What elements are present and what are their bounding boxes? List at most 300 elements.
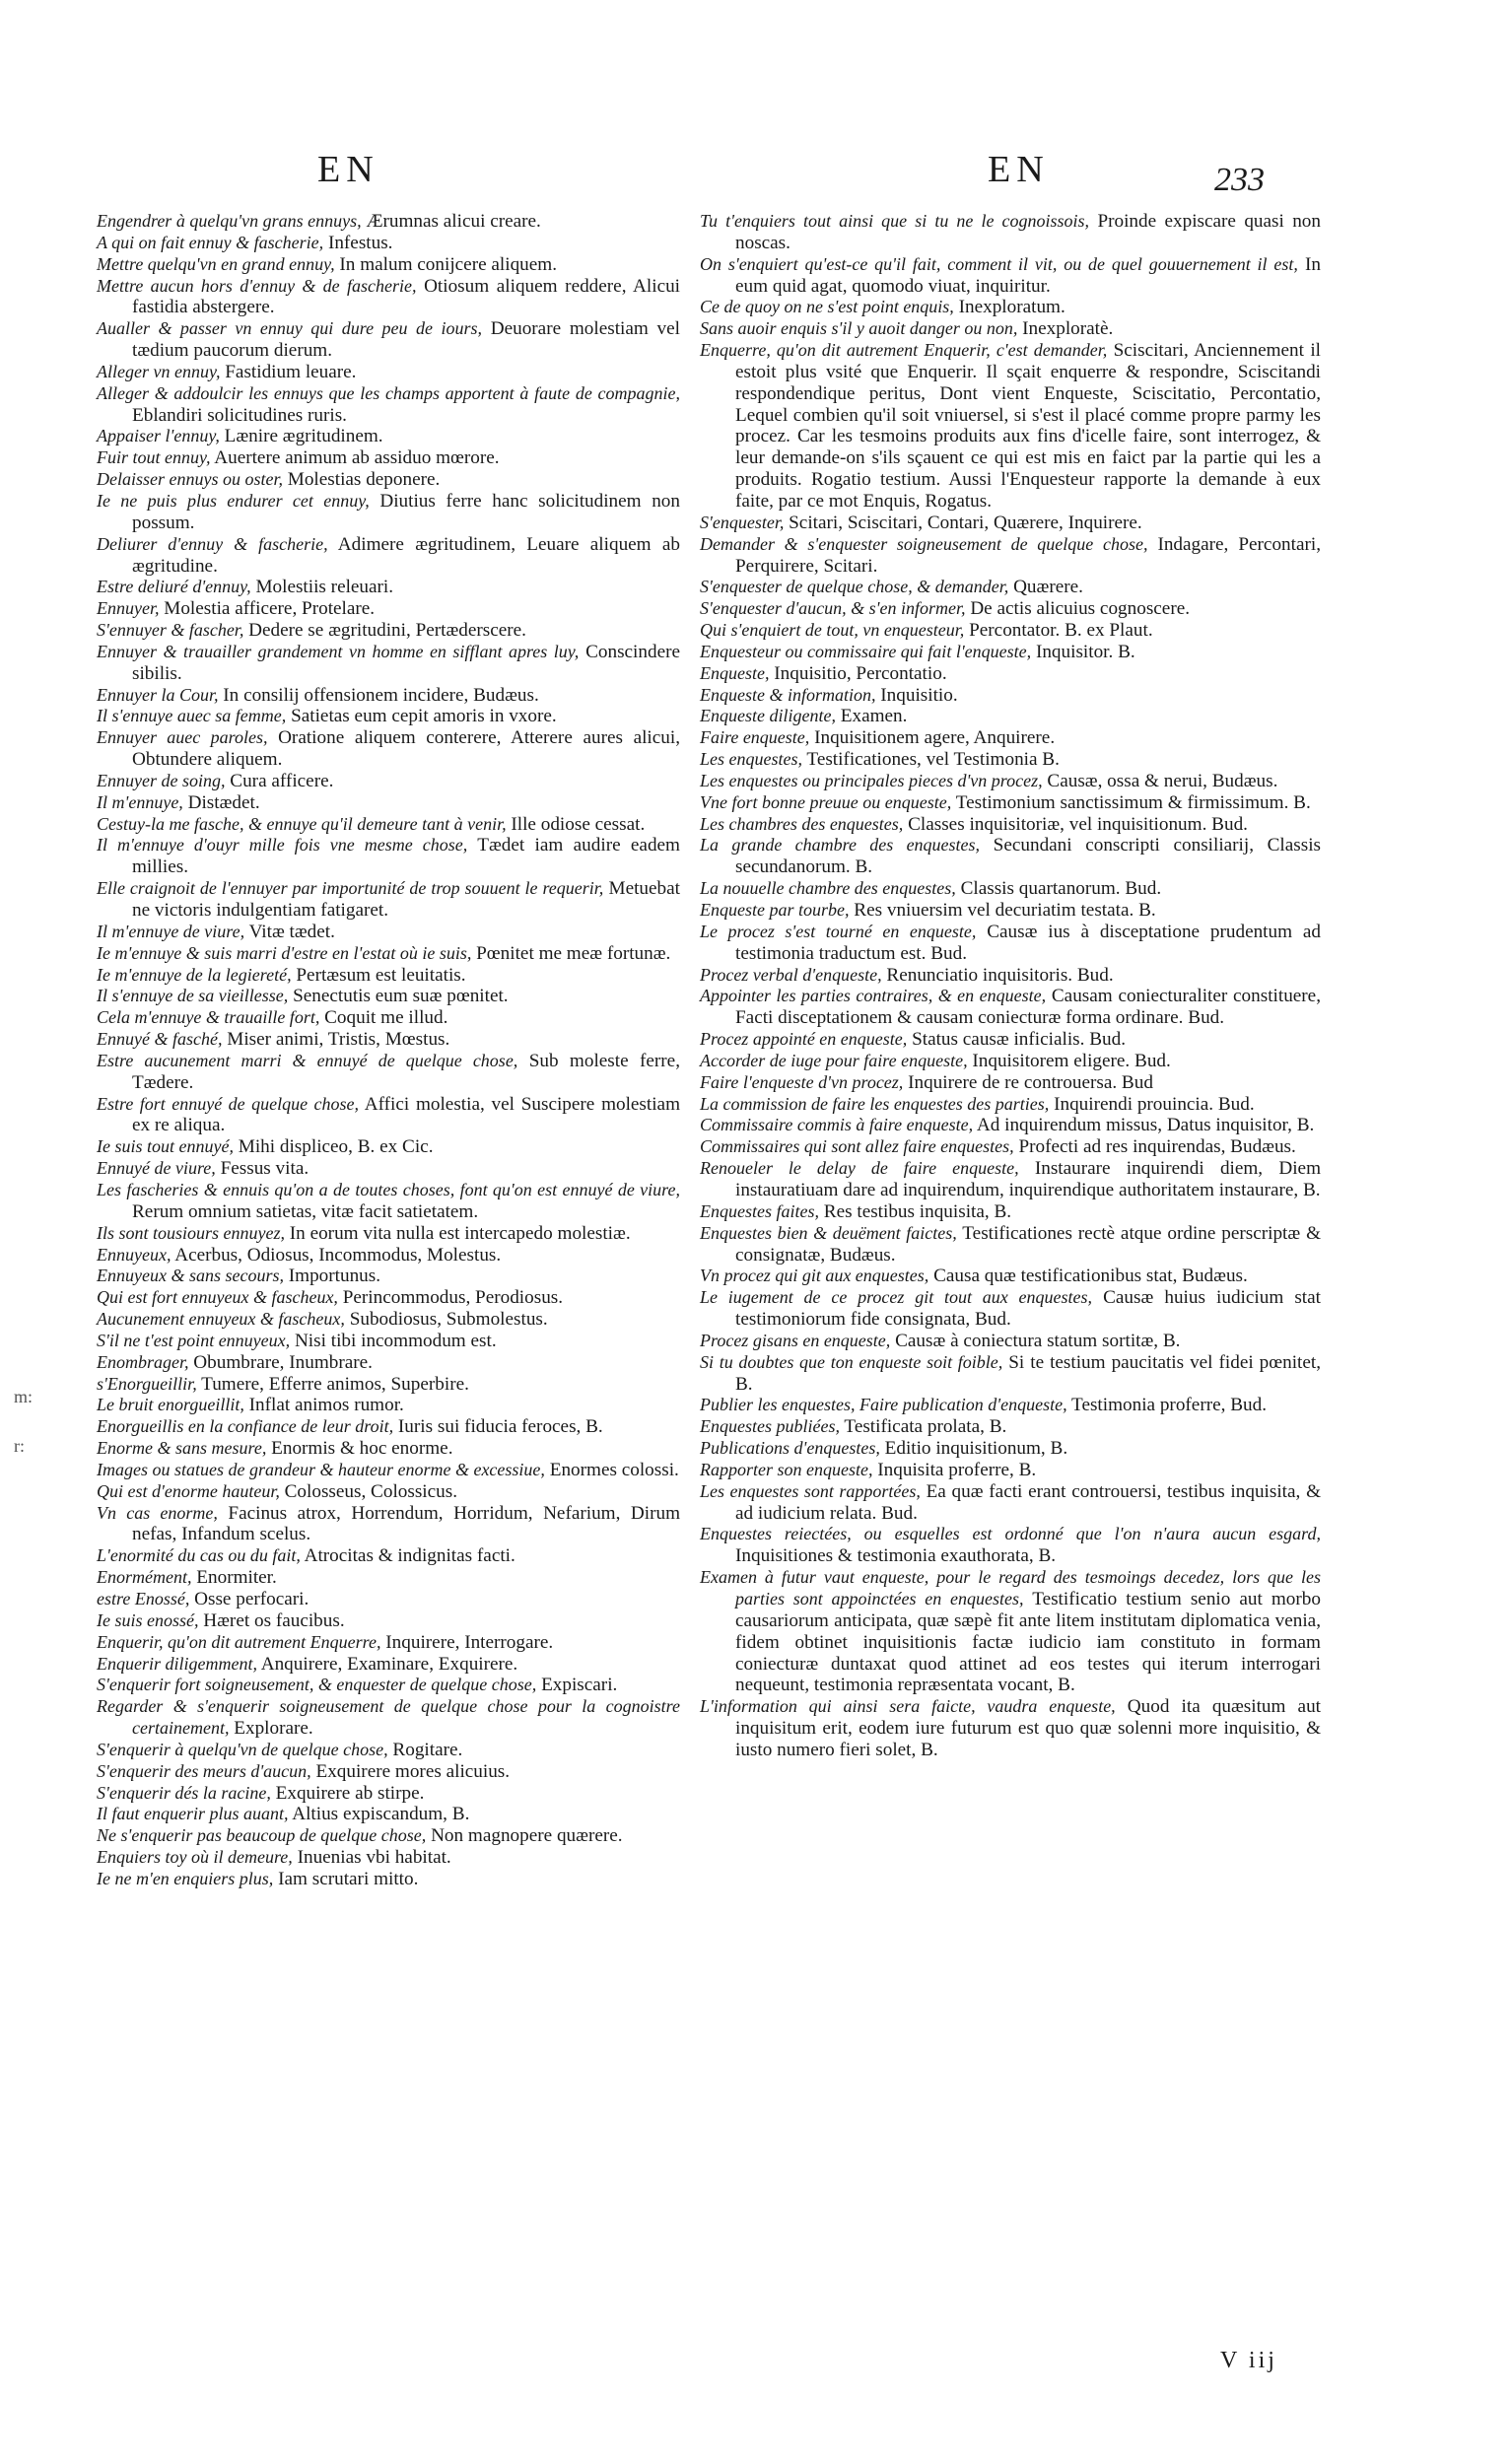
latin-gloss: Profecti ad res inquirendas, Budæus. — [1013, 1136, 1296, 1158]
french-phrase: S'enquester, — [700, 512, 785, 532]
french-phrase: Enquestes publiées, — [700, 1416, 840, 1437]
latin-gloss: Oratione aliquem conterere, Atterere aures alicui, Obtundere aliquem. — [132, 727, 680, 771]
latin-gloss: Anquirere, Examinare, Exquirere. — [256, 1653, 518, 1675]
latin-gloss: Instaurare inquirendi diem, Diem instauratiuam dare ad inquirendum, inquirendique authoritatem instaurare, B. — [735, 1158, 1321, 1200]
dictionary-entry — [700, 1136, 1321, 1158]
french-phrase: Alleger & addoulcir les ennuys que les champs apportent à faute de compagnie, — [97, 382, 680, 403]
dictionary-entry — [97, 383, 680, 427]
dictionary-entry — [97, 1696, 680, 1740]
french-phrase: On s'enquiert qu'est-ce qu'il fait, comment il vit, ou de quel gouuernement il est, — [700, 253, 1298, 274]
latin-gloss: Secundani conscripti consiliarij, Classis secundanorum. B. — [735, 835, 1322, 878]
latin-gloss: Colosseus, Colossicus. — [279, 1480, 458, 1502]
french-phrase: Le procez s'est tourné en enqueste, — [700, 921, 977, 941]
dictionary-entry — [700, 1395, 1321, 1416]
dictionary-entry — [97, 1136, 680, 1158]
dictionary-entry — [700, 685, 1321, 707]
dictionary-entry — [700, 1352, 1321, 1396]
latin-gloss: Causæ ius à disceptatione prudentum ad testimonia traductum est. Bud. — [735, 921, 1321, 964]
dictionary-entry — [97, 1545, 680, 1567]
latin-gloss: Res testibus inquisita, B. — [818, 1200, 1012, 1222]
latin-gloss: Scitari, Sciscitari, Contari, Quærere, Inquirere. — [784, 512, 1142, 533]
french-phrase: L'information qui ainsi sera faicte, vaudra enqueste, — [700, 1696, 1116, 1717]
french-phrase: Sans auoir enquis s'il y auoit danger ou non, — [700, 318, 1018, 339]
dictionary-entry — [97, 1761, 680, 1783]
latin-gloss: Status causæ inficialis. Bud. — [907, 1029, 1126, 1051]
dictionary-entry — [700, 922, 1321, 965]
latin-gloss: Inquirendi prouincia. Bud. — [1049, 1093, 1255, 1115]
french-phrase: Enqueste & information, — [700, 684, 876, 705]
dictionary-entry — [700, 1287, 1321, 1331]
latin-gloss: In consilij offensionem incidere, Budæus. — [218, 684, 539, 706]
french-phrase: Ennuyer & trauailler grandement vn homme en sifflant apres luy, — [97, 641, 580, 661]
latin-gloss: Perincommodus, Perodiosus. — [337, 1287, 564, 1309]
latin-gloss: Examen. — [835, 706, 908, 727]
french-phrase: Vne fort bonne preuue ou enqueste, — [700, 791, 952, 812]
latin-gloss: Deuorare molestiam vel tædium paucorum dierum. — [132, 318, 681, 362]
french-phrase: Il faut enquerir plus auant, — [97, 1804, 289, 1824]
latin-gloss: Distædet. — [182, 791, 260, 813]
margin-mark: m: — [14, 1387, 34, 1406]
french-phrase: Enquesteur ou commissaire qui fait l'enqueste, — [700, 641, 1032, 661]
dictionary-entry — [700, 513, 1321, 534]
latin-gloss: Molestiis releuari. — [250, 577, 394, 598]
latin-gloss: Mihi displiceo, B. ex Cic. — [233, 1136, 434, 1158]
french-phrase: S'enquerir à quelqu'vn de quelque chose, — [97, 1739, 388, 1759]
dictionary-entry — [97, 1331, 680, 1352]
french-phrase: A qui on fait ennuy & fascherie, — [97, 232, 324, 252]
french-phrase: Publications d'enquestes, — [700, 1438, 880, 1459]
latin-gloss: Dedere se ægritudini, Pertæderscere. — [243, 620, 526, 642]
latin-gloss: Enormiter. — [191, 1567, 277, 1589]
latin-gloss: Acerbus, Odiosus, Incommodus, Molestus. — [171, 1244, 502, 1266]
french-phrase: Enquerir diligemment, — [97, 1653, 257, 1674]
page-number: 233 — [1214, 162, 1265, 198]
dictionary-entry — [97, 1675, 680, 1696]
dictionary-entry — [97, 1567, 680, 1589]
french-phrase: Ne s'enquerir pas beaucoup de quelque chose, — [97, 1825, 427, 1846]
dictionary-entry — [97, 1266, 680, 1287]
french-phrase: Qui s'enquiert de tout, vn enquesteur, — [700, 620, 965, 641]
dictionary-entry — [700, 749, 1321, 771]
dictionary-entry — [700, 1158, 1321, 1201]
dictionary-entry — [97, 642, 680, 685]
dictionary-entry — [97, 986, 680, 1007]
french-phrase: Les enquestes, — [700, 749, 802, 770]
latin-gloss: Rogitare. — [387, 1739, 463, 1760]
latin-gloss: Atrocitas & indignitas facti. — [300, 1545, 515, 1567]
right-column — [700, 211, 1321, 1761]
latin-gloss: Exquirere mores alicuius. — [310, 1760, 511, 1782]
dictionary-entry — [700, 598, 1321, 620]
latin-gloss: Non magnopere quærere. — [426, 1825, 623, 1847]
french-phrase: Enqueste diligente, — [700, 706, 836, 726]
latin-gloss: Proinde expiscare quasi non noscas. — [735, 211, 1321, 253]
french-phrase: Engendrer à quelqu'vn grans ennuys, — [97, 211, 362, 231]
french-phrase: s'Enorgueillir, — [97, 1373, 197, 1394]
french-phrase: Estre deliuré d'ennuy, — [97, 577, 251, 597]
dictionary-entry — [97, 1804, 680, 1825]
french-phrase: Ennuyer la Cour, — [97, 684, 219, 705]
french-phrase: Tu t'enquiers tout ainsi que si tu ne le cognoissois, — [700, 211, 1090, 231]
latin-gloss: Causa quæ testificationibus stat, Budæus. — [928, 1266, 1248, 1287]
dictionary-entry — [97, 1632, 680, 1654]
latin-gloss: Fastidium leuare. — [220, 361, 357, 382]
latin-gloss: Causam coniecturaliter constituere, Facti disceptationem & causam coniecturæ forma ordinare. Bud. — [735, 986, 1322, 1029]
french-phrase: Delaisser ennuys ou oster, — [97, 469, 283, 490]
latin-gloss: Inquirere de re controuersa. Bud — [903, 1071, 1153, 1093]
dictionary-entry — [700, 1416, 1321, 1438]
french-phrase: Les chambres des enquestes, — [700, 813, 904, 834]
dictionary-entry — [700, 1201, 1321, 1223]
latin-gloss: In malum conijcere aliquem. — [334, 253, 557, 275]
french-phrase: Les enquestes ou principales pieces d'vn procez, — [700, 770, 1043, 790]
french-phrase: Aualler & passer vn ennuy qui dure peu de iours, — [97, 318, 482, 339]
french-phrase: Cestuy-la me fasche, & ennuye qu'il demeure tant à venir, — [97, 813, 507, 834]
margin-mark: r: — [14, 1436, 25, 1456]
dictionary-entry — [700, 1051, 1321, 1072]
signature-mark: V iij — [1220, 2348, 1277, 2373]
french-phrase: Ennuyer, — [97, 598, 160, 619]
latin-gloss: Inquisitionem agere, Anquirere. — [809, 727, 1056, 749]
latin-gloss: Obumbrare, Inumbrare. — [188, 1351, 373, 1373]
dictionary-entry — [97, 318, 680, 362]
french-phrase: Vn cas enorme, — [97, 1502, 218, 1523]
latin-gloss: Testificatio testium senio aut morbo causariorum anticipata, quæ sæpè fit ante litem institutam diplomatica venia, fidem obtinet inquisitionis factæ iudicio iam constituto in formam coniecturæ duntaxat quod attinet ad eos testes qui iterum interrogari nequeunt, testimonia repræsentata vocant, B. — [735, 1589, 1321, 1696]
dictionary-entry — [700, 986, 1321, 1029]
latin-gloss: Testimonium sanctissimum & firmissimum. B. — [951, 791, 1311, 813]
dictionary-entry — [97, 706, 680, 727]
latin-gloss: Affici molestia, vel Suscipere molestiam ex re aliqua. — [132, 1093, 680, 1136]
french-phrase: Elle craignoit de l'ennuyer par importunité de trop souuent le requerir, — [97, 878, 604, 899]
dictionary-entry — [97, 835, 680, 878]
dictionary-entry — [700, 577, 1321, 598]
dictionary-entry — [97, 1158, 680, 1180]
latin-gloss: Satietas eum cepit amoris in vxore. — [286, 706, 557, 727]
dictionary-entry — [97, 447, 680, 469]
dictionary-entry — [97, 362, 680, 383]
dictionary-entry — [700, 1481, 1321, 1525]
latin-gloss: Expiscari. — [536, 1675, 618, 1696]
dictionary-entry — [700, 878, 1321, 900]
dictionary-entry — [700, 1223, 1321, 1266]
french-phrase: Il m'ennuye de viure, — [97, 921, 245, 941]
latin-gloss: Fessus vita. — [215, 1158, 309, 1180]
latin-gloss: Iuris sui fiducia feroces, B. — [393, 1416, 603, 1438]
latin-gloss: Tumere, Efferre animos, Superbire. — [196, 1373, 469, 1395]
latin-gloss: Ille odiose cessat. — [506, 813, 646, 835]
latin-gloss: Testificata prolata, B. — [839, 1416, 1007, 1438]
latin-gloss: Osse perfocari. — [189, 1589, 309, 1609]
dictionary-entry — [97, 1094, 680, 1137]
latin-gloss: Inquisitorem eligere. Bud. — [967, 1050, 1171, 1071]
dictionary-entry — [700, 814, 1321, 836]
latin-gloss: Hæret os faucibus. — [198, 1609, 345, 1631]
dictionary-entry — [97, 1654, 680, 1676]
dictionary-entry — [97, 1051, 680, 1094]
latin-gloss: Si te testium paucitatis vel fidei pœnitet, B. — [735, 1351, 1321, 1395]
dictionary-entry — [97, 1589, 680, 1610]
latin-gloss: Eblandiri solicitudines ruris. — [132, 404, 347, 426]
french-phrase: Faire l'enqueste d'vn procez, — [700, 1071, 904, 1092]
french-phrase: S'enquester d'aucun, & s'en informer, — [700, 598, 966, 619]
latin-gloss: Adimere ægritudinem, Leuare aliquem ab ægritudine. — [132, 533, 680, 577]
dictionary-entry — [97, 1180, 680, 1223]
dictionary-entry — [97, 1610, 680, 1632]
french-phrase: Regarder & s'enquerir soigneusement de quelque chose pour la cognoistre certainement, — [97, 1696, 680, 1739]
french-phrase: Enqueste, — [700, 662, 770, 683]
latin-gloss: Sub moleste ferre, Tædere. — [132, 1050, 680, 1093]
latin-gloss: Metuebat ne victoris indulgentiam fatigaret. — [132, 878, 680, 921]
latin-gloss: Enormes colossi. — [544, 1459, 679, 1480]
french-phrase: estre Enossé, — [97, 1589, 190, 1608]
dictionary-entry — [700, 1115, 1321, 1136]
latin-gloss: Inuenias vbi habitat. — [292, 1847, 451, 1869]
french-phrase: Alleger vn ennuy, — [97, 361, 221, 381]
latin-gloss: Diutius ferre hanc solicitudinem non possum. — [132, 490, 680, 533]
dictionary-entry — [97, 1438, 680, 1460]
french-phrase: S'enquester de quelque chose, & demander, — [700, 577, 1009, 597]
french-phrase: Ennuyer auec paroles, — [97, 727, 268, 748]
french-phrase: Estre aucunement marri & ennuyé de quelque chose, — [97, 1050, 518, 1070]
latin-gloss: Inquisitor. B. — [1031, 641, 1135, 662]
french-phrase: Commissaire commis à faire enqueste, — [700, 1115, 974, 1135]
dictionary-entry — [700, 706, 1321, 727]
dictionary-entry — [700, 1072, 1321, 1094]
dictionary-entry — [700, 1438, 1321, 1460]
latin-gloss: Classis quartanorum. Bud. — [955, 878, 1162, 900]
french-phrase: Enombrager, — [97, 1351, 189, 1372]
dictionary-entry — [97, 598, 680, 620]
latin-gloss: Inexploratum. — [953, 297, 1065, 318]
dictionary-entry — [97, 1007, 680, 1029]
french-phrase: Publier les enquestes, Faire publication d'enqueste, — [700, 1395, 1067, 1415]
latin-gloss: Explorare. — [229, 1718, 313, 1740]
latin-gloss: Miser animi, Tristis, Mœstus. — [222, 1029, 450, 1051]
latin-gloss: Res vniuersim vel decuriatim testata. B. — [849, 900, 1156, 921]
french-phrase: Appaiser l'ennuy, — [97, 426, 220, 446]
dictionary-entry — [97, 814, 680, 836]
dictionary-entry — [97, 727, 680, 771]
latin-gloss: Tædet iam audire eadem millies. — [132, 835, 680, 878]
latin-gloss: Inquisitiones & testimonia exauthorata, B. — [735, 1545, 1057, 1567]
french-phrase: La commission de faire les enquestes des parties, — [700, 1093, 1050, 1114]
french-phrase: Qui est d'enorme hauteur, — [97, 1480, 280, 1501]
latin-gloss: Vitæ tædet. — [244, 921, 335, 942]
latin-gloss: Nisi tibi incommodum est. — [290, 1330, 497, 1351]
dictionary-entry — [700, 1696, 1321, 1761]
dictionary-entry — [700, 835, 1321, 878]
french-phrase: Ie ne puis plus endurer cet ennuy, — [97, 490, 370, 511]
dictionary-entry — [97, 426, 680, 447]
french-phrase: Qui est fort ennuyeux & fascheux, — [97, 1287, 338, 1308]
dictionary-entry — [97, 1395, 680, 1416]
dictionary-entry — [97, 1481, 680, 1503]
dictionary-entry — [97, 1287, 680, 1309]
running-head-left: EN — [317, 149, 379, 190]
french-phrase: Ie m'ennuye & suis marri d'estre en l'estat où ie suis, — [97, 942, 472, 963]
french-phrase: Demander & s'enquester soigneusement de quelque chose, — [700, 533, 1148, 554]
dictionary-entry — [97, 1847, 680, 1869]
french-phrase: Ie m'ennuye de la legiereté, — [97, 964, 292, 985]
french-phrase: Procez gisans en enqueste, — [700, 1330, 891, 1350]
dictionary-entry — [97, 771, 680, 792]
dictionary-entry — [97, 1503, 680, 1546]
french-phrase: Ce de quoy on ne s'est point enquis, — [700, 297, 954, 317]
latin-gloss: Enormis & hoc enorme. — [266, 1438, 453, 1460]
french-phrase: Enquiers toy où il demeure, — [97, 1847, 293, 1868]
dictionary-entry — [97, 1740, 680, 1761]
latin-gloss: Coquit me illud. — [319, 1007, 448, 1029]
dictionary-entry — [700, 340, 1321, 513]
dictionary-entry — [700, 1029, 1321, 1051]
latin-gloss: Auertere animum ab assiduo mœrore. — [210, 447, 500, 469]
dictionary-entry — [97, 1309, 680, 1331]
french-phrase: Faire enqueste, — [700, 727, 810, 748]
french-phrase: Si tu doubtes que ton enqueste soit foible, — [700, 1351, 1003, 1372]
french-phrase: Ennuyeux & sans secours, — [97, 1266, 284, 1286]
latin-gloss: Inquisita proferre, B. — [872, 1459, 1037, 1480]
french-phrase: S'ennuyer & fascher, — [97, 620, 244, 641]
latin-gloss: Inexploratè. — [1017, 318, 1114, 340]
dictionary-entry — [700, 771, 1321, 792]
latin-gloss: Molestia afficere, Protelare. — [159, 598, 376, 620]
french-phrase: Estre fort ennuyé de quelque chose, — [97, 1093, 360, 1114]
dictionary-entry — [97, 1869, 680, 1890]
french-phrase: Cela m'ennuye & trauaille fort, — [97, 1007, 320, 1028]
dictionary-entry — [700, 663, 1321, 685]
french-phrase: Enquerre, qu'on dit autrement Enquerir, c'est demander, — [700, 340, 1108, 361]
french-phrase: L'enormité du cas ou du fait, — [97, 1545, 301, 1566]
dictionary-entry — [97, 1783, 680, 1805]
latin-gloss: Otiosum aliquem reddere, Alicui fastidia abstergere. — [132, 275, 681, 318]
latin-gloss: Percontator. B. ex Plaut. — [964, 620, 1153, 642]
dictionary-entry — [700, 318, 1321, 340]
latin-gloss: Causæ huius iudicium stat testimoniorum fide consignata, Bud. — [735, 1287, 1321, 1331]
french-phrase: S'il ne t'est point ennuyeux, — [97, 1330, 291, 1350]
dictionary-entry — [700, 1524, 1321, 1567]
latin-gloss: Infestus. — [323, 232, 393, 253]
french-phrase: Il s'ennuye auec sa femme, — [97, 706, 287, 726]
latin-gloss: Exquirere ab stirpe. — [270, 1782, 425, 1804]
dictionary-entry — [700, 1094, 1321, 1116]
french-phrase: Enquestes reiectées, ou esquelles est ordonné que l'on n'aura aucun esgard, — [700, 1524, 1321, 1544]
dictionary-entry — [97, 276, 680, 319]
dictionary-entry — [700, 965, 1321, 987]
french-phrase: Aucunement ennuyeux & fascheux, — [97, 1309, 345, 1330]
dictionary-entry — [97, 577, 680, 598]
latin-gloss: Classes inquisitoriæ, vel inquisitionum. Bud. — [903, 813, 1248, 835]
latin-gloss: Indagare, Percontari, Perquirere, Scitari. — [735, 533, 1321, 577]
french-phrase: Il s'ennuye de sa vieillesse, — [97, 986, 289, 1006]
french-phrase: Mettre aucun hors d'ennuy & de fascherie, — [97, 275, 417, 296]
dictionary-entry — [97, 620, 680, 642]
french-phrase: Procez appointé en enqueste, — [700, 1029, 908, 1050]
dictionary-entry — [97, 965, 680, 987]
dictionary-entry — [700, 900, 1321, 922]
latin-gloss: Altius expiscandum, B. — [288, 1804, 470, 1825]
latin-gloss: Ea quæ facti erant controuersi, testibus inquisita, & ad iudicium relata. Bud. — [735, 1480, 1321, 1524]
dictionary-entry — [700, 534, 1321, 578]
latin-gloss: Quærere. — [1008, 577, 1083, 598]
left-column — [97, 211, 680, 1890]
dictionary-entry — [97, 1825, 680, 1847]
french-phrase: Ennuyé & fasché, — [97, 1029, 223, 1050]
french-phrase: Le bruit enorgueillit, — [97, 1395, 244, 1415]
latin-gloss: Testimonia proferre, Bud. — [1066, 1395, 1267, 1416]
dictionary-entry — [97, 1352, 680, 1374]
french-phrase: S'enquerir dés la racine, — [97, 1782, 271, 1803]
dictionary-entry — [97, 878, 680, 922]
dictionary-entry — [97, 1245, 680, 1266]
french-phrase: Ils sont tousiours ennuyez, — [97, 1222, 285, 1243]
french-phrase: Enquestes faites, — [700, 1200, 819, 1221]
dictionary-entry — [700, 254, 1321, 298]
french-phrase: S'enquerir des meurs d'aucun, — [97, 1760, 311, 1781]
latin-gloss: Causæ, ossa & nerui, Budæus. — [1042, 770, 1278, 791]
dictionary-entry — [700, 211, 1321, 254]
dictionary-entry — [97, 685, 680, 707]
french-phrase: Ie ne m'en enquiers plus, — [97, 1868, 274, 1888]
latin-gloss: Facinus atrox, Horrendum, Horridum, Nefarium, Dirum nefas, Infandum scelus. — [132, 1502, 680, 1545]
french-phrase: Mettre quelqu'vn en grand ennuy, — [97, 253, 335, 274]
latin-gloss: Testificationes, vel Testimonia B. — [801, 749, 1060, 771]
latin-gloss: Cura afficere. — [225, 770, 334, 791]
french-phrase: La grande chambre des enquestes, — [700, 835, 981, 856]
dictionary-entry — [97, 943, 680, 965]
dictionary-entry — [97, 211, 680, 233]
french-phrase: Enormément, — [97, 1567, 192, 1588]
dictionary-entry — [97, 534, 680, 578]
latin-gloss: Renunciatio inquisitoris. Bud. — [881, 964, 1114, 986]
running-head-right: EN — [988, 149, 1050, 190]
latin-gloss: Causæ à coniectura statum sortitæ, B. — [890, 1330, 1181, 1351]
dictionary-entry — [700, 1567, 1321, 1696]
dictionary-entry — [97, 1374, 680, 1396]
latin-gloss: Subodiosus, Submolestus. — [344, 1309, 548, 1331]
dictionary-entry — [700, 727, 1321, 749]
french-phrase: Enquestes bien & deuëment faictes, — [700, 1222, 957, 1243]
latin-gloss: Importunus. — [283, 1266, 381, 1287]
french-phrase: Procez verbal d'enqueste, — [700, 964, 882, 985]
french-phrase: Enquerir, qu'on dit autrement Enquerre, — [97, 1631, 381, 1652]
french-phrase: Enorgueillis en la confiance de leur droit, — [97, 1416, 394, 1437]
latin-gloss: Ad inquirendum missus, Datus inquisitor, B. — [973, 1115, 1315, 1136]
french-phrase: Fuir tout ennuy, — [97, 447, 211, 468]
dictionary-entry — [700, 1460, 1321, 1481]
latin-gloss: Testificationes rectè atque ordine perscriptæ & consignatæ, Budæus. — [735, 1222, 1321, 1266]
latin-gloss: Sciscitari, Anciennement il estoit plus vsité que Enquerir. Il sçait enquerre & respondre, Sciscitandi respondendique peritus, Dont vient Enqueste, Sciscitatio, Percontatio, Lequel combien qu'il soit vniuersel, si s'est il placé comme propre parmy les procez. Car les tesmoins produits aux fins d'icelle faire, sont interrogez, & leur demande-on s'ils sçauent ce qui est mis en faict par la partie qui les a produits. Rogatio testium. Aussi l'Enquesteur rapporte la demande à eux faite, par ce mot Enquis, Rogatus. — [735, 340, 1321, 512]
latin-gloss: Conscindere sibilis. — [132, 641, 680, 684]
french-phrase: La nouuelle chambre des enquestes, — [700, 878, 956, 899]
french-phrase: Le iugement de ce procez git tout aux enquestes, — [700, 1287, 1093, 1308]
french-phrase: Ennuyeux, — [97, 1244, 172, 1265]
french-phrase: Les enquestes sont rapportées, — [700, 1480, 921, 1501]
french-phrase: Ie suis tout ennuyé, — [97, 1136, 234, 1157]
french-phrase: Enqueste par tourbe, — [700, 900, 850, 920]
french-phrase: Vn procez qui git aux enquestes, — [700, 1266, 929, 1286]
latin-gloss: Inflat animos rumor. — [243, 1395, 404, 1416]
dictionary-entry — [700, 792, 1321, 814]
dictionary-entry — [97, 1416, 680, 1438]
latin-gloss: Inquisitio. — [875, 684, 958, 706]
latin-gloss: Editio inquisitionum, B. — [879, 1438, 1068, 1460]
french-phrase: Ennuyer de soing, — [97, 770, 226, 790]
french-phrase: Rapporter son enqueste, — [700, 1459, 873, 1479]
dictionary-entry — [700, 642, 1321, 663]
dictionary-entry — [700, 620, 1321, 642]
latin-gloss: Ærumnas alicui creare. — [361, 211, 541, 232]
french-phrase: Ennuyé de viure, — [97, 1158, 216, 1179]
